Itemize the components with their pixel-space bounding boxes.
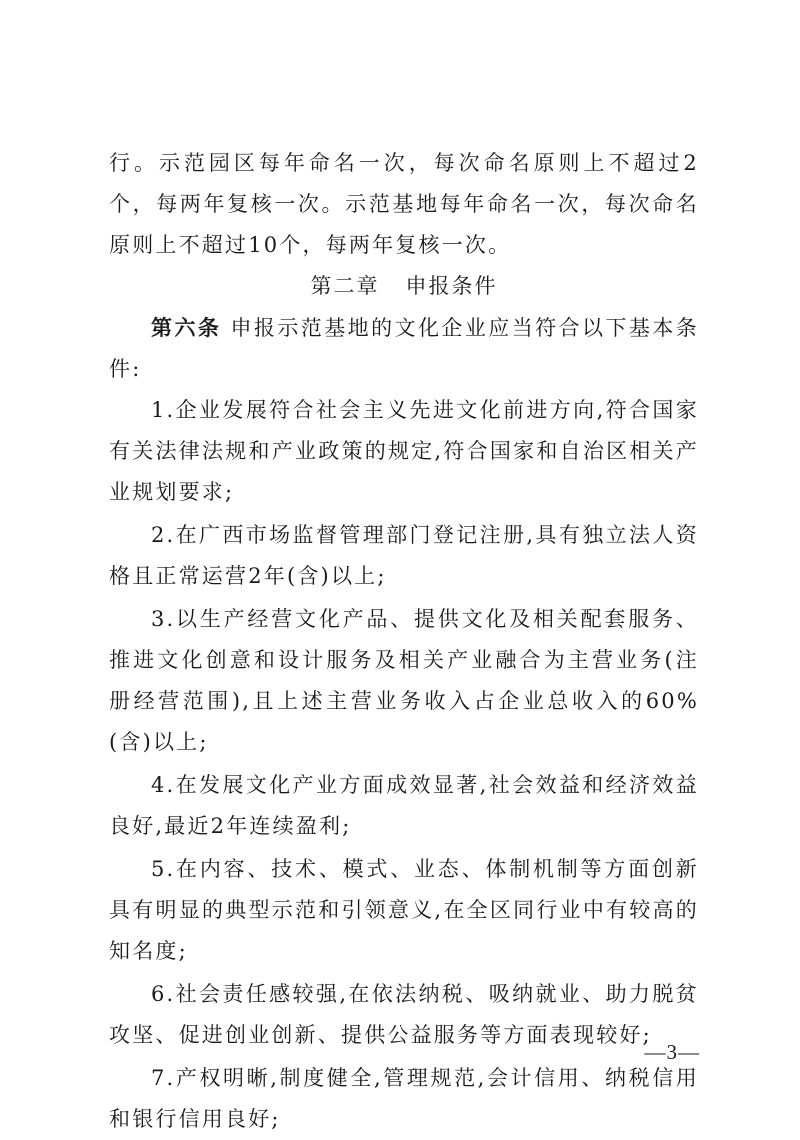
continuation-paragraph: 行。示范园区每年命名一次，每次命名原则上不超过2个，每两年复核一次。示范基地每年命名一次，每次命名原则上不超过10个，每两年复核一次。 (109, 151, 699, 257)
condition-item-6: 6.社会责任感较强,在依法纳税、吸纳就业、助力脱贫攻坚、促进创业创新、提供公益服务等方面表现较好; (109, 982, 699, 1047)
article-label: 第六条 (151, 315, 222, 340)
document-body (109, 143, 699, 1140)
condition-item-4: 4.在发展文化产业方面成效显著,社会效益和经济效益良好,最近2年连续盈利; (109, 773, 699, 838)
condition-item-7: 7.产权明晰,制度健全,管理规范,会计信用、纳税信用和银行信用良好; (109, 1066, 699, 1131)
article-paragraph (109, 307, 699, 390)
condition-item-2: 2.在广西市场监督管理部门登记注册,具有独立法人资格且正常运营2年(含)以上; (109, 523, 699, 588)
chapter-title: 申报条件 (405, 274, 498, 298)
article-text: 申报示范基地的文化企业应当符合以下基本条件: (109, 316, 699, 381)
condition-item-3: 3.以生产经营文化产品、提供文化及相关配套服务、推进文化创意和设计服务及相关产业融合为主营业务(注册经营范围),且上述主营业务收入占企业总收入的60%(含)以上; (109, 607, 699, 754)
condition-item-5: 5.在内容、技术、模式、业态、体制机制等方面创新具有明显的典型示范和引领意义,在全区同行业中有较高的知名度; (109, 857, 699, 963)
chapter-heading (109, 266, 699, 307)
chapter-number: 第二章 (310, 274, 380, 298)
page-number: —3— (644, 1040, 700, 1064)
condition-item-1: 1.企业发展符合社会主义先进文化前进方向,符合国家有关法律法规和产业政策的规定,符合国家和自治区相关产业规划要求; (109, 398, 699, 504)
